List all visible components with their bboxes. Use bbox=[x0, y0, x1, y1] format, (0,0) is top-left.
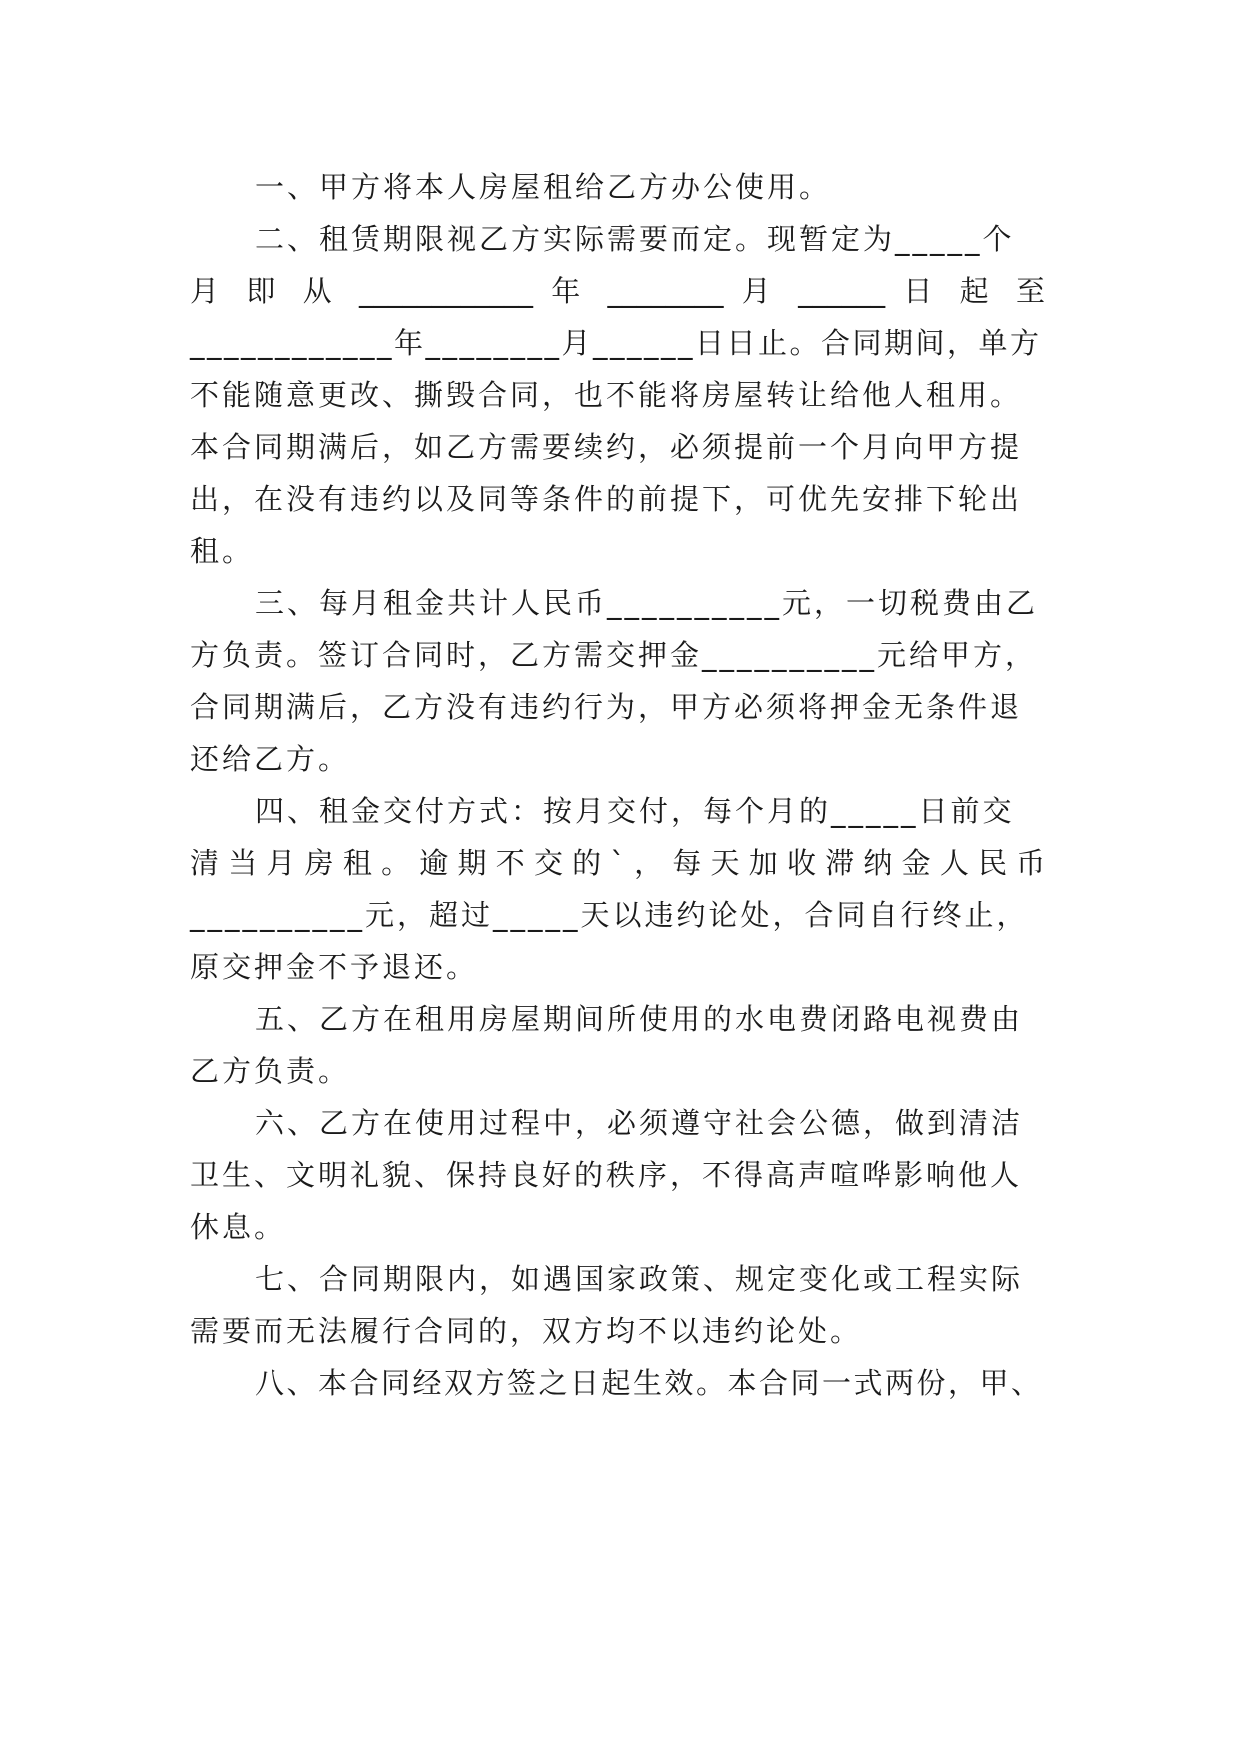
clause-2-line-4: 不能随意更改、撕毁合同，也不能将房屋转让给他人租用。 bbox=[190, 378, 1023, 412]
clause-2-line-1: 二、租赁期限视乙方实际需要而定。现暂定为_____个 bbox=[255, 222, 1015, 256]
clause-1-line-1: 一、甲方将本人房屋租给乙方办公使用。 bbox=[255, 170, 832, 204]
clause-6-line-2: 卫生、文明礼貌、保持良好的秩序，不得高声喧哗影响他人 bbox=[190, 1158, 1023, 1192]
clause-4-line-2: 清 当 月 房 租 。 逾 期 不 交 的 ` ， 每 天 加 收 滞 纳 金 人 民 币 bbox=[190, 846, 1046, 880]
clause-3-line-1: 三、每月租金共计人民币__________元，一切税费由乙 bbox=[255, 586, 1039, 620]
clause-2-line-7: 租。 bbox=[190, 534, 255, 568]
clause-8-line-1: 八、本合同经双方签之日起生效。本合同一式两份，甲、 bbox=[255, 1366, 1043, 1400]
clause-3-line-2: 方负责。签订合同时，乙方需交押金__________元给甲方， bbox=[190, 638, 1038, 672]
clause-6-line-3: 休息。 bbox=[190, 1210, 287, 1244]
clause-4-line-3: __________元，超过_____天以违约论处，合同自行终止， bbox=[190, 898, 1029, 932]
clause-3-line-4: 还给乙方。 bbox=[190, 742, 351, 776]
clause-3-line-3: 合同期满后，乙方没有违约行为，甲方必须将押金无条件退 bbox=[190, 690, 1023, 724]
clause-5-line-2: 乙方负责。 bbox=[190, 1054, 351, 1088]
clause-7-line-1: 七、合同期限内，如遇国家政策、规定变化或工程实际 bbox=[255, 1262, 1024, 1296]
clause-2-line-5: 本合同期满后，如乙方需要续约，必须提前一个月向甲方提 bbox=[190, 430, 1023, 464]
clause-4-line-4: 原交押金不予退还。 bbox=[190, 950, 479, 984]
clause-2-line-3: ____________年________月______日日止。合同期间，单方 bbox=[190, 326, 1042, 360]
clause-7-line-2: 需要而无法履行合同的，双方均不以违约论处。 bbox=[190, 1314, 863, 1348]
clause-6-line-1: 六、乙方在使用过程中，必须遵守社会公德，做到清洁 bbox=[255, 1106, 1024, 1140]
clause-2-line-2: 月 即 从 ____________ 年 ________ 月 ______ 日 起 至 bbox=[190, 274, 1045, 308]
clause-4-line-1: 四、租金交付方式：按月交付，每个月的_____日前交 bbox=[255, 794, 1015, 828]
clause-5-line-1: 五、乙方在租用房屋期间所使用的水电费闭路电视费由 bbox=[255, 1002, 1024, 1036]
clause-2-line-6: 出，在没有违约以及同等条件的前提下，可优先安排下轮出 bbox=[190, 482, 1023, 516]
